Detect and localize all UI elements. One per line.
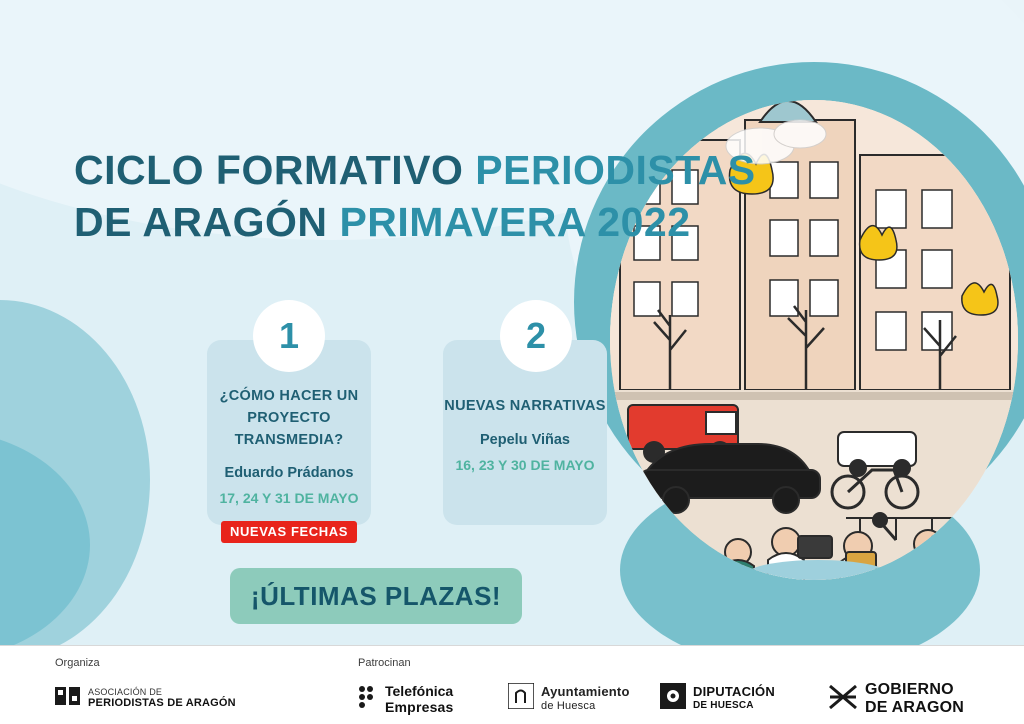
course-number-badge-2: 2: [500, 300, 572, 372]
course-dates-1: 17, 24 Y 31 DE MAYO: [219, 490, 359, 507]
periodistas-mark-icon: [55, 685, 81, 712]
logo-telefonica-line2: Empresas: [385, 699, 454, 716]
logo-diputacion-line2: DE HUESCA: [693, 700, 754, 712]
logo-diputacion-huesca: [660, 683, 775, 714]
gobierno-aragon-mark-icon: [828, 682, 858, 717]
logo-ayuntamiento-huesca: [508, 683, 630, 714]
diputacion-mark-icon: [660, 683, 686, 714]
logo-asociacion-periodistas-aragon: [55, 685, 236, 712]
page-title: [74, 144, 764, 249]
organiza-label: Organiza: [55, 657, 100, 669]
telefonica-dots-icon: [358, 685, 378, 714]
footer-divider: [0, 645, 1024, 646]
logo-apa-line2: PERIODISTAS DE ARAGÓN: [88, 697, 236, 710]
course-dates-2: 16, 23 Y 30 DE MAYO: [455, 456, 595, 473]
status-badge-new-dates: NUEVAS FECHAS: [221, 521, 357, 543]
logo-gobierno-line1: GOBIERNO: [865, 681, 954, 698]
logo-ayuntamiento-line2: de Huesca: [541, 699, 596, 712]
course-title-2: NUEVAS NARRATIVAS: [444, 398, 606, 414]
course-number-badge-1: 1: [253, 300, 325, 372]
title-line2-accent: PRIMAVERA 2022: [339, 199, 691, 246]
logo-gobierno-aragon: [828, 681, 964, 718]
course-speaker-2: Pepelu Viñas: [480, 431, 570, 448]
cta-last-places[interactable]: ¡ÚLTIMAS PLAZAS!: [230, 568, 522, 624]
course-speaker-1: Eduardo Prádanos: [224, 465, 354, 482]
logo-telefonica-line1: Telefónica: [385, 683, 454, 699]
logo-gobierno-line2: DE ARAGON: [865, 699, 964, 717]
title-line2-main: DE ARAGÓN: [74, 199, 340, 246]
course-title-1: ¿CÓMO HACER UN PROYECTO TRANSMEDIA?: [219, 388, 359, 448]
ayuntamiento-mark-icon: [508, 683, 534, 714]
title-line1-main: CICLO FORMATIVO: [74, 147, 476, 193]
title-line1-accent: PERIODISTAS: [475, 147, 756, 193]
logo-ayuntamiento-line1: Ayuntamiento: [541, 683, 630, 699]
logo-telefonica-empresas: [358, 683, 454, 715]
logo-diputacion-line1: DIPUTACIÓN: [693, 684, 775, 700]
patrocinan-label: Patrocinan: [358, 657, 411, 669]
logo-apa-line1: ASOCIACIÓN DE: [88, 687, 163, 697]
footer: [0, 645, 1024, 724]
